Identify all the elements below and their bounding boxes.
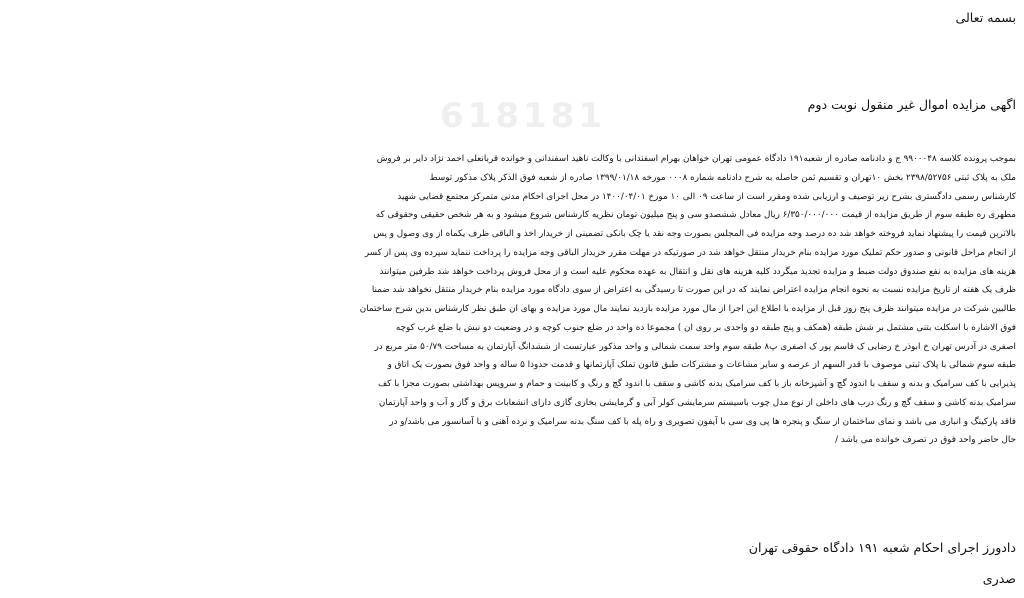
body-line: ظرف یک هفته از تاریخ مزایده نسبت به نحوه انجام مزایده اعتراض نمایند که در این صورت تا رسیدگی به اعتراض از سوی دادگاه مورد مزایده بنام خریدار منتقل نخواهد شد ضمنا [371,285,1016,296]
body-line: بموجب پرونده کلاسه ۹۹۰۰۰۴۸ ج و دادنامه صادره از شعبه۱۹۱ دادگاه عمومی تهران خواهان بهرام اسفندانی با وکالت ناهید اسفندانی و خوانده قربانعلی احمد نژاد دایر بر فروش [376,154,1016,164]
body-line: سرامیک بدنه کاشی و سقف گچ و رنگ درب های داخلی از نوع مدل چوب باسیستم سرمایشی کولر آبی و گرمایشی بخاری گازی دارای انشعابات برق و گاز و آب و واحد آپارتمان [378,397,1016,408]
invocation-heading: بسمه تعالی [955,10,1016,25]
notice-title: اگهی مزایده اموال غیر منقول نوبت دوم [807,97,1016,112]
body-line: پذیرایی با کف سرامیک و بدنه و سقف با اندود گچ و آشپزخانه باز با کف سرامیک بدنه کاشی و سقف با اندود گچ و رنگ و کابینت و حمام و سرویس بهداشتی بصورت مجزا با کف [378,379,1016,389]
body-line: ملک به پلاک ثبتی ۲۳۹۸/۵۲۷۵۶ بخش ۱۰تهران و تقسیم ثمن حاصله به شرح دادنامه شماره ۰۰۰۸ مورخه ۱۳۹۹/۰۱/۱۸ صادره از شعبه فوق الذکر پلاک مذکور توسط [429,172,1016,183]
notice-body [4,150,1016,450]
body-line: از انجام مراحل قانونی و صدور حکم تملیک مورد مزایده بنام خریدار منتقل خواهد شد در صورتیکه در مهلت مقرر خریدار الباقی وجه مزایده را پرداخت ننماید سپرده وی پس از کسر [364,247,1016,258]
signature-name: صدری [982,571,1016,586]
body-line: فاقد پارکینگ و انباری می باشد و نمای ساختمان از سنگ و پنجره ها پی وی سی با آیفون تصویری و راه پله با کف سنگ بدنه سرامیک و نرده آهنی و با آسانسور می باشد/و در [389,416,1016,427]
body-line: هزینه های مزایده به نفع صندوق دولت ضبط و مزایده تجدید میگردد کلیه هزینه های نقل و انتقال به عهده محکوم علیه است و از محل فروش پرداخت خواهد شد طرفین میتوانند [379,266,1016,277]
body-line: بالاترین قیمت را پیشنهاد نماید فروخته خواهد شد ده درصد وجه مزایده فی المجلس بصورت وجه نقد یا چک بانکی تضمینی از خریدار اخذ و الباقی ظرف یکماه از وی وصول و پس [373,229,1016,239]
body-line: فوق الاشاره با اسکلت بتنی مشتمل بر شش طبقه (همکف و پنج طبقه دو واحدی بر روی ان ) مجموعا ده واحد در ضلع جنوب کوچه و در وضعیت دو نبش با ضلع غرب کوچه [395,322,1016,333]
body-line: کارشناس رسمی دادگستری بشرح زیر توصیف و ارزیابی شده ومقرر است از ساعت ۰۹ الی ۱۰ مورخ ۱۴۰۰/۰۴/۰۱ در محل اجرای احکام مدنی متمرکز مجتمع قضایی شهید [397,191,1016,202]
body-line: حال حاضر واحد فوق در تصرف خوانده می باشد / [835,435,1016,446]
watermark-text: 618181 [440,96,606,136]
body-line: اصفری در آدرس تهران خ ابوذر خ رضایی ک قاسم پور ک اصفری پ۸ طبقه سوم واحد سمت شمالی و واحد مذکور عبارتست از ششدانگ آپارتمان به مساحت ۵۰/۷۹ متر مربع در [374,341,1016,352]
body-line: مطهری ره طبقه سوم از طریق مزایده از قیمت ۶/۳۵۰/۰۰۰/۰۰۰ ریال معادل ششصدو سی و پنج میلیون تومان نظریه کارشناس شروع میشود و به هر شخص حقیقی وحقوقی که [375,210,1016,221]
body-line: طالبین شرکت در مزایده میتوانند ظرف پنج روز قبل از مزایده با اطلاع این اجرا از مال مورد مزایده بازدید نمایند مال مورد مزایده و بهای ان طبق نظر کارشناس بدین شرح ساختمان [359,304,1016,314]
signature-line: دادورز اجرای احکام شعبه ۱۹۱ دادگاه حقوقی تهران [748,540,1016,555]
body-line: طبقه سوم شمالی با پلاک ثبتی موصوف با قدر السهم از عرصه و سایر مشاعات و مشترکات طبق قانون تملک آپارتمانها و قدمت حدودا ۵ ساله و واحد فوق بصورت یک اتاق و [387,360,1016,371]
